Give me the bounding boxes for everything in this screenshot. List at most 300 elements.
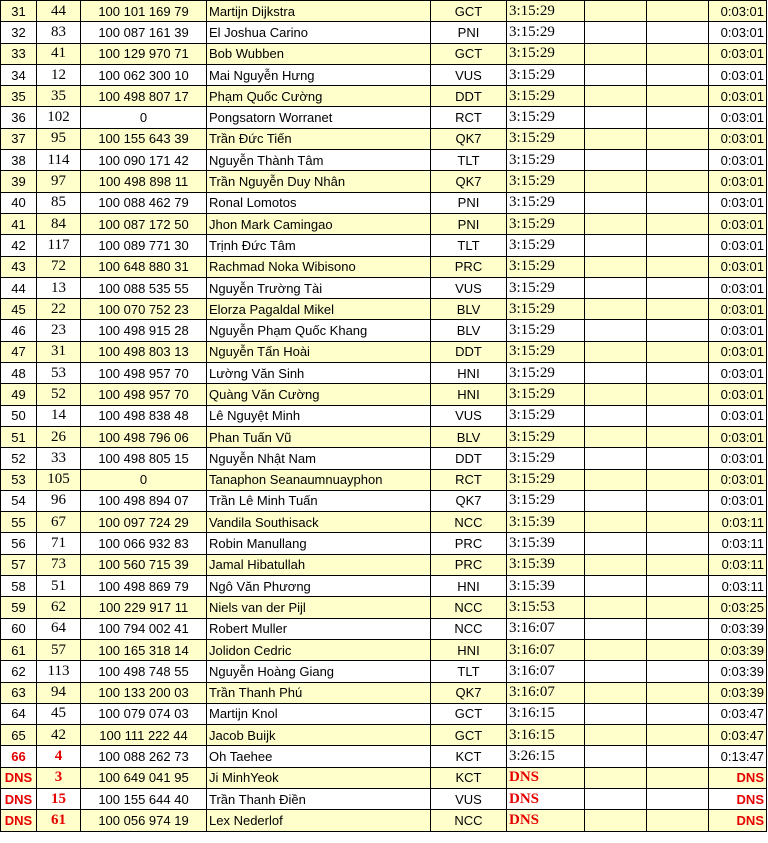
- team-code-cell: PRC: [431, 256, 507, 277]
- rank-cell: 65: [1, 725, 37, 746]
- bib-cell: 4: [37, 746, 81, 767]
- uci-id-cell: 100 097 724 29: [81, 512, 207, 533]
- finish-time-cell: 3:15:29: [507, 64, 585, 85]
- bib-cell: 97: [37, 171, 81, 192]
- uci-id-cell: 100 498 898 11: [81, 171, 207, 192]
- bib-cell: 3: [37, 767, 81, 788]
- uci-id-cell: 100 498 748 55: [81, 661, 207, 682]
- uci-id-cell: 100 155 644 40: [81, 788, 207, 809]
- table-row: [1, 448, 767, 469]
- time-gap-cell: DNS: [709, 810, 767, 831]
- rank-cell: 64: [1, 703, 37, 724]
- rider-name-cell: Lường Văn Sinh: [207, 363, 431, 384]
- rider-name-cell: Ngô Văn Phương: [207, 576, 431, 597]
- finish-time-cell: 3:15:29: [507, 320, 585, 341]
- rank-cell: 36: [1, 107, 37, 128]
- uci-id-cell: 100 088 535 55: [81, 277, 207, 298]
- time-gap-cell: 0:03:47: [709, 703, 767, 724]
- time-gap-cell: 0:03:39: [709, 618, 767, 639]
- bib-cell: 51: [37, 576, 81, 597]
- uci-id-cell: 0: [81, 107, 207, 128]
- rider-name-cell: Robert Muller: [207, 618, 431, 639]
- empty-cell: [647, 725, 709, 746]
- rider-name-cell: Jamal Hibatullah: [207, 554, 431, 575]
- rank-cell: 38: [1, 150, 37, 171]
- empty-cell: [647, 86, 709, 107]
- time-gap-cell: 0:03:01: [709, 469, 767, 490]
- empty-cell: [585, 405, 647, 426]
- bib-cell: 113: [37, 661, 81, 682]
- uci-id-cell: 100 165 318 14: [81, 639, 207, 660]
- rank-cell: 43: [1, 256, 37, 277]
- time-gap-cell: 0:03:01: [709, 448, 767, 469]
- time-gap-cell: DNS: [709, 767, 767, 788]
- empty-cell: [585, 192, 647, 213]
- empty-cell: [585, 43, 647, 64]
- uci-id-cell: 100 133 200 03: [81, 682, 207, 703]
- bib-cell: 14: [37, 405, 81, 426]
- rider-name-cell: Nguyễn Phạm Quốc Khang: [207, 320, 431, 341]
- rank-cell: 44: [1, 277, 37, 298]
- empty-cell: [585, 426, 647, 447]
- empty-cell: [585, 150, 647, 171]
- empty-cell: [585, 448, 647, 469]
- team-code-cell: DDT: [431, 448, 507, 469]
- time-gap-cell: 0:03:01: [709, 128, 767, 149]
- empty-cell: [585, 597, 647, 618]
- empty-cell: [585, 22, 647, 43]
- time-gap-cell: 0:03:01: [709, 341, 767, 362]
- empty-cell: [585, 299, 647, 320]
- team-code-cell: DDT: [431, 86, 507, 107]
- team-code-cell: NCC: [431, 810, 507, 831]
- table-row: [1, 426, 767, 447]
- finish-time-cell: 3:16:07: [507, 661, 585, 682]
- uci-id-cell: 100 648 880 31: [81, 256, 207, 277]
- empty-cell: [585, 576, 647, 597]
- empty-cell: [585, 341, 647, 362]
- rider-name-cell: Phan Tuấn Vũ: [207, 426, 431, 447]
- time-gap-cell: 0:03:11: [709, 576, 767, 597]
- finish-time-cell: 3:15:29: [507, 384, 585, 405]
- team-code-cell: GCT: [431, 725, 507, 746]
- bib-cell: 96: [37, 490, 81, 511]
- rank-cell: 31: [1, 1, 37, 22]
- empty-cell: [585, 661, 647, 682]
- uci-id-cell: 100 229 917 11: [81, 597, 207, 618]
- empty-cell: [585, 788, 647, 809]
- uci-id-cell: 100 498 803 13: [81, 341, 207, 362]
- time-gap-cell: 0:03:01: [709, 1, 767, 22]
- rider-name-cell: Nguyễn Nhật Nam: [207, 448, 431, 469]
- table-row: [1, 682, 767, 703]
- time-gap-cell: 0:03:01: [709, 299, 767, 320]
- rank-cell: 47: [1, 341, 37, 362]
- rider-name-cell: Jhon Mark Camingao: [207, 213, 431, 234]
- team-code-cell: QK7: [431, 171, 507, 192]
- team-code-cell: TLT: [431, 235, 507, 256]
- finish-time-cell: 3:15:29: [507, 1, 585, 22]
- rank-cell: DNS: [1, 767, 37, 788]
- uci-id-cell: 100 066 932 83: [81, 533, 207, 554]
- finish-time-cell: 3:16:07: [507, 618, 585, 639]
- bib-cell: 26: [37, 426, 81, 447]
- bib-cell: 12: [37, 64, 81, 85]
- rank-cell: 56: [1, 533, 37, 554]
- rank-cell: 34: [1, 64, 37, 85]
- bib-cell: 45: [37, 703, 81, 724]
- team-code-cell: VUS: [431, 64, 507, 85]
- empty-cell: [585, 746, 647, 767]
- rider-name-cell: Quàng Văn Cường: [207, 384, 431, 405]
- rider-name-cell: Martijn Knol: [207, 703, 431, 724]
- team-code-cell: VUS: [431, 277, 507, 298]
- rank-cell: 50: [1, 405, 37, 426]
- empty-cell: [647, 1, 709, 22]
- bib-cell: 105: [37, 469, 81, 490]
- rank-cell: 42: [1, 235, 37, 256]
- empty-cell: [647, 256, 709, 277]
- finish-time-cell: 3:16:07: [507, 682, 585, 703]
- bib-cell: 44: [37, 1, 81, 22]
- team-code-cell: RCT: [431, 469, 507, 490]
- time-gap-cell: 0:03:01: [709, 213, 767, 234]
- empty-cell: [585, 128, 647, 149]
- empty-cell: [647, 277, 709, 298]
- uci-id-cell: 100 498 869 79: [81, 576, 207, 597]
- time-gap-cell: 0:03:01: [709, 363, 767, 384]
- bib-cell: 41: [37, 43, 81, 64]
- time-gap-cell: 0:03:11: [709, 512, 767, 533]
- rider-name-cell: Ji MinhYeok: [207, 767, 431, 788]
- empty-cell: [585, 1, 647, 22]
- finish-time-cell: 3:15:29: [507, 363, 585, 384]
- uci-id-cell: 100 498 957 70: [81, 384, 207, 405]
- empty-cell: [585, 618, 647, 639]
- rank-cell: 51: [1, 426, 37, 447]
- finish-time-cell: 3:26:15: [507, 746, 585, 767]
- team-code-cell: GCT: [431, 1, 507, 22]
- rank-cell: 40: [1, 192, 37, 213]
- uci-id-cell: 100 498 796 06: [81, 426, 207, 447]
- empty-cell: [585, 554, 647, 575]
- finish-time-cell: 3:15:29: [507, 235, 585, 256]
- bib-cell: 57: [37, 639, 81, 660]
- table-row: [1, 107, 767, 128]
- time-gap-cell: 0:03:01: [709, 64, 767, 85]
- finish-time-cell: DNS: [507, 810, 585, 831]
- table-row: [1, 661, 767, 682]
- empty-cell: [585, 639, 647, 660]
- finish-time-cell: 3:15:29: [507, 405, 585, 426]
- team-code-cell: HNI: [431, 363, 507, 384]
- empty-cell: [585, 256, 647, 277]
- table-row: [1, 490, 767, 511]
- table-row: [1, 746, 767, 767]
- rider-name-cell: Mai Nguyễn Hưng: [207, 64, 431, 85]
- rider-name-cell: Oh Taehee: [207, 746, 431, 767]
- empty-cell: [585, 213, 647, 234]
- bib-cell: 15: [37, 788, 81, 809]
- time-gap-cell: 0:03:01: [709, 320, 767, 341]
- empty-cell: [647, 192, 709, 213]
- bib-cell: 102: [37, 107, 81, 128]
- table-row: [1, 341, 767, 362]
- team-code-cell: BLV: [431, 426, 507, 447]
- rank-cell: 48: [1, 363, 37, 384]
- results-body: [1, 1, 767, 832]
- rank-cell: 62: [1, 661, 37, 682]
- rider-name-cell: Trịnh Đức Tâm: [207, 235, 431, 256]
- team-code-cell: HNI: [431, 639, 507, 660]
- table-row: [1, 767, 767, 788]
- time-gap-cell: 0:03:01: [709, 150, 767, 171]
- team-code-cell: VUS: [431, 405, 507, 426]
- uci-id-cell: 100 498 838 48: [81, 405, 207, 426]
- table-row: [1, 256, 767, 277]
- rank-cell: 37: [1, 128, 37, 149]
- uci-id-cell: 100 111 222 44: [81, 725, 207, 746]
- table-row: [1, 469, 767, 490]
- finish-time-cell: 3:15:29: [507, 277, 585, 298]
- time-gap-cell: 0:03:01: [709, 405, 767, 426]
- empty-cell: [585, 277, 647, 298]
- uci-id-cell: 100 498 915 28: [81, 320, 207, 341]
- uci-id-cell: 100 056 974 19: [81, 810, 207, 831]
- finish-time-cell: 3:15:29: [507, 171, 585, 192]
- empty-cell: [647, 512, 709, 533]
- empty-cell: [585, 235, 647, 256]
- finish-time-cell: 3:15:29: [507, 341, 585, 362]
- finish-time-cell: 3:15:39: [507, 533, 585, 554]
- finish-time-cell: 3:15:29: [507, 426, 585, 447]
- team-code-cell: BLV: [431, 299, 507, 320]
- empty-cell: [647, 405, 709, 426]
- rank-cell: 32: [1, 22, 37, 43]
- team-code-cell: QK7: [431, 490, 507, 511]
- table-row: [1, 192, 767, 213]
- time-gap-cell: 0:03:39: [709, 682, 767, 703]
- time-gap-cell: 0:03:11: [709, 533, 767, 554]
- empty-cell: [647, 533, 709, 554]
- empty-cell: [647, 150, 709, 171]
- empty-cell: [647, 639, 709, 660]
- time-gap-cell: 0:03:01: [709, 43, 767, 64]
- team-code-cell: QK7: [431, 128, 507, 149]
- finish-time-cell: 3:15:39: [507, 512, 585, 533]
- empty-cell: [647, 213, 709, 234]
- rank-cell: 58: [1, 576, 37, 597]
- bib-cell: 23: [37, 320, 81, 341]
- rider-name-cell: Trần Thanh Điền: [207, 788, 431, 809]
- team-code-cell: TLT: [431, 661, 507, 682]
- uci-id-cell: 100 498 957 70: [81, 363, 207, 384]
- uci-id-cell: 100 498 805 15: [81, 448, 207, 469]
- rider-name-cell: Nguyễn Trường Tài: [207, 277, 431, 298]
- finish-time-cell: 3:15:29: [507, 256, 585, 277]
- uci-id-cell: 100 155 643 39: [81, 128, 207, 149]
- uci-id-cell: 100 089 771 30: [81, 235, 207, 256]
- team-code-cell: HNI: [431, 576, 507, 597]
- rider-name-cell: Nguyễn Thành Tâm: [207, 150, 431, 171]
- uci-id-cell: 100 062 300 10: [81, 64, 207, 85]
- table-row: [1, 405, 767, 426]
- empty-cell: [647, 320, 709, 341]
- table-row: [1, 1, 767, 22]
- table-row: [1, 725, 767, 746]
- bib-cell: 114: [37, 150, 81, 171]
- empty-cell: [647, 64, 709, 85]
- table-row: [1, 128, 767, 149]
- rank-cell: 66: [1, 746, 37, 767]
- rider-name-cell: Elorza Pagaldal Mikel: [207, 299, 431, 320]
- rank-cell: 54: [1, 490, 37, 511]
- rider-name-cell: Robin Manullang: [207, 533, 431, 554]
- finish-time-cell: 3:15:29: [507, 128, 585, 149]
- table-row: [1, 22, 767, 43]
- finish-time-cell: 3:15:39: [507, 554, 585, 575]
- finish-time-cell: 3:15:39: [507, 576, 585, 597]
- finish-time-cell: 3:15:53: [507, 597, 585, 618]
- finish-time-cell: 3:15:29: [507, 22, 585, 43]
- bib-cell: 52: [37, 384, 81, 405]
- rank-cell: 46: [1, 320, 37, 341]
- table-row: [1, 150, 767, 171]
- finish-time-cell: 3:15:29: [507, 469, 585, 490]
- team-code-cell: KCT: [431, 746, 507, 767]
- uci-id-cell: 100 088 462 79: [81, 192, 207, 213]
- team-code-cell: GCT: [431, 43, 507, 64]
- empty-cell: [647, 703, 709, 724]
- team-code-cell: QK7: [431, 682, 507, 703]
- team-code-cell: BLV: [431, 320, 507, 341]
- bib-cell: 85: [37, 192, 81, 213]
- finish-time-cell: 3:15:29: [507, 448, 585, 469]
- rider-name-cell: Ronal Lomotos: [207, 192, 431, 213]
- team-code-cell: PRC: [431, 554, 507, 575]
- rider-name-cell: Lex Nederlof: [207, 810, 431, 831]
- rank-cell: 49: [1, 384, 37, 405]
- bib-cell: 73: [37, 554, 81, 575]
- empty-cell: [647, 788, 709, 809]
- table-row: [1, 533, 767, 554]
- finish-time-cell: 3:15:29: [507, 43, 585, 64]
- table-row: [1, 788, 767, 809]
- time-gap-cell: 0:13:47: [709, 746, 767, 767]
- team-code-cell: PNI: [431, 192, 507, 213]
- empty-cell: [647, 767, 709, 788]
- empty-cell: [647, 448, 709, 469]
- bib-cell: 62: [37, 597, 81, 618]
- rider-name-cell: El Joshua Carino: [207, 22, 431, 43]
- empty-cell: [647, 363, 709, 384]
- empty-cell: [585, 320, 647, 341]
- rider-name-cell: Lê Nguyệt Minh: [207, 405, 431, 426]
- table-row: [1, 554, 767, 575]
- time-gap-cell: 0:03:39: [709, 661, 767, 682]
- table-row: [1, 639, 767, 660]
- empty-cell: [585, 767, 647, 788]
- bib-cell: 84: [37, 213, 81, 234]
- empty-cell: [585, 171, 647, 192]
- bib-cell: 94: [37, 682, 81, 703]
- rank-cell: 57: [1, 554, 37, 575]
- time-gap-cell: 0:03:01: [709, 22, 767, 43]
- empty-cell: [585, 725, 647, 746]
- empty-cell: [585, 86, 647, 107]
- rider-name-cell: Bob Wubben: [207, 43, 431, 64]
- empty-cell: [647, 746, 709, 767]
- table-row: [1, 43, 767, 64]
- empty-cell: [647, 426, 709, 447]
- empty-cell: [585, 512, 647, 533]
- empty-cell: [647, 618, 709, 639]
- bib-cell: 61: [37, 810, 81, 831]
- time-gap-cell: 0:03:01: [709, 235, 767, 256]
- table-row: [1, 597, 767, 618]
- uci-id-cell: 100 090 171 42: [81, 150, 207, 171]
- time-gap-cell: 0:03:01: [709, 490, 767, 511]
- finish-time-cell: 3:15:29: [507, 213, 585, 234]
- finish-time-cell: 3:15:29: [507, 150, 585, 171]
- finish-time-cell: 3:16:15: [507, 725, 585, 746]
- rank-cell: 39: [1, 171, 37, 192]
- empty-cell: [647, 128, 709, 149]
- rank-cell: 33: [1, 43, 37, 64]
- finish-time-cell: 3:15:29: [507, 86, 585, 107]
- team-code-cell: DDT: [431, 341, 507, 362]
- time-gap-cell: 0:03:01: [709, 277, 767, 298]
- rider-name-cell: Niels van der Pijl: [207, 597, 431, 618]
- table-row: [1, 86, 767, 107]
- rider-name-cell: Martijn Dijkstra: [207, 1, 431, 22]
- team-code-cell: PNI: [431, 22, 507, 43]
- rider-name-cell: Trần Nguyễn Duy Nhân: [207, 171, 431, 192]
- table-row: [1, 618, 767, 639]
- rider-name-cell: Trần Đức Tiến: [207, 128, 431, 149]
- time-gap-cell: 0:03:11: [709, 554, 767, 575]
- uci-id-cell: 100 129 970 71: [81, 43, 207, 64]
- bib-cell: 22: [37, 299, 81, 320]
- empty-cell: [585, 533, 647, 554]
- bib-cell: 72: [37, 256, 81, 277]
- bib-cell: 95: [37, 128, 81, 149]
- empty-cell: [585, 682, 647, 703]
- rank-cell: 52: [1, 448, 37, 469]
- empty-cell: [647, 490, 709, 511]
- rider-name-cell: Phạm Quốc Cường: [207, 86, 431, 107]
- team-code-cell: PNI: [431, 213, 507, 234]
- uci-id-cell: 100 079 074 03: [81, 703, 207, 724]
- rider-name-cell: Nguyễn Hoàng Giang: [207, 661, 431, 682]
- team-code-cell: GCT: [431, 703, 507, 724]
- table-row: [1, 576, 767, 597]
- finish-time-cell: 3:15:29: [507, 299, 585, 320]
- table-row: [1, 299, 767, 320]
- bib-cell: 35: [37, 86, 81, 107]
- empty-cell: [585, 490, 647, 511]
- empty-cell: [647, 384, 709, 405]
- table-row: [1, 384, 767, 405]
- uci-id-cell: 100 498 807 17: [81, 86, 207, 107]
- table-row: [1, 213, 767, 234]
- rank-cell: 35: [1, 86, 37, 107]
- time-gap-cell: 0:03:01: [709, 171, 767, 192]
- uci-id-cell: 100 649 041 95: [81, 767, 207, 788]
- empty-cell: [585, 363, 647, 384]
- bib-cell: 42: [37, 725, 81, 746]
- time-gap-cell: 0:03:01: [709, 384, 767, 405]
